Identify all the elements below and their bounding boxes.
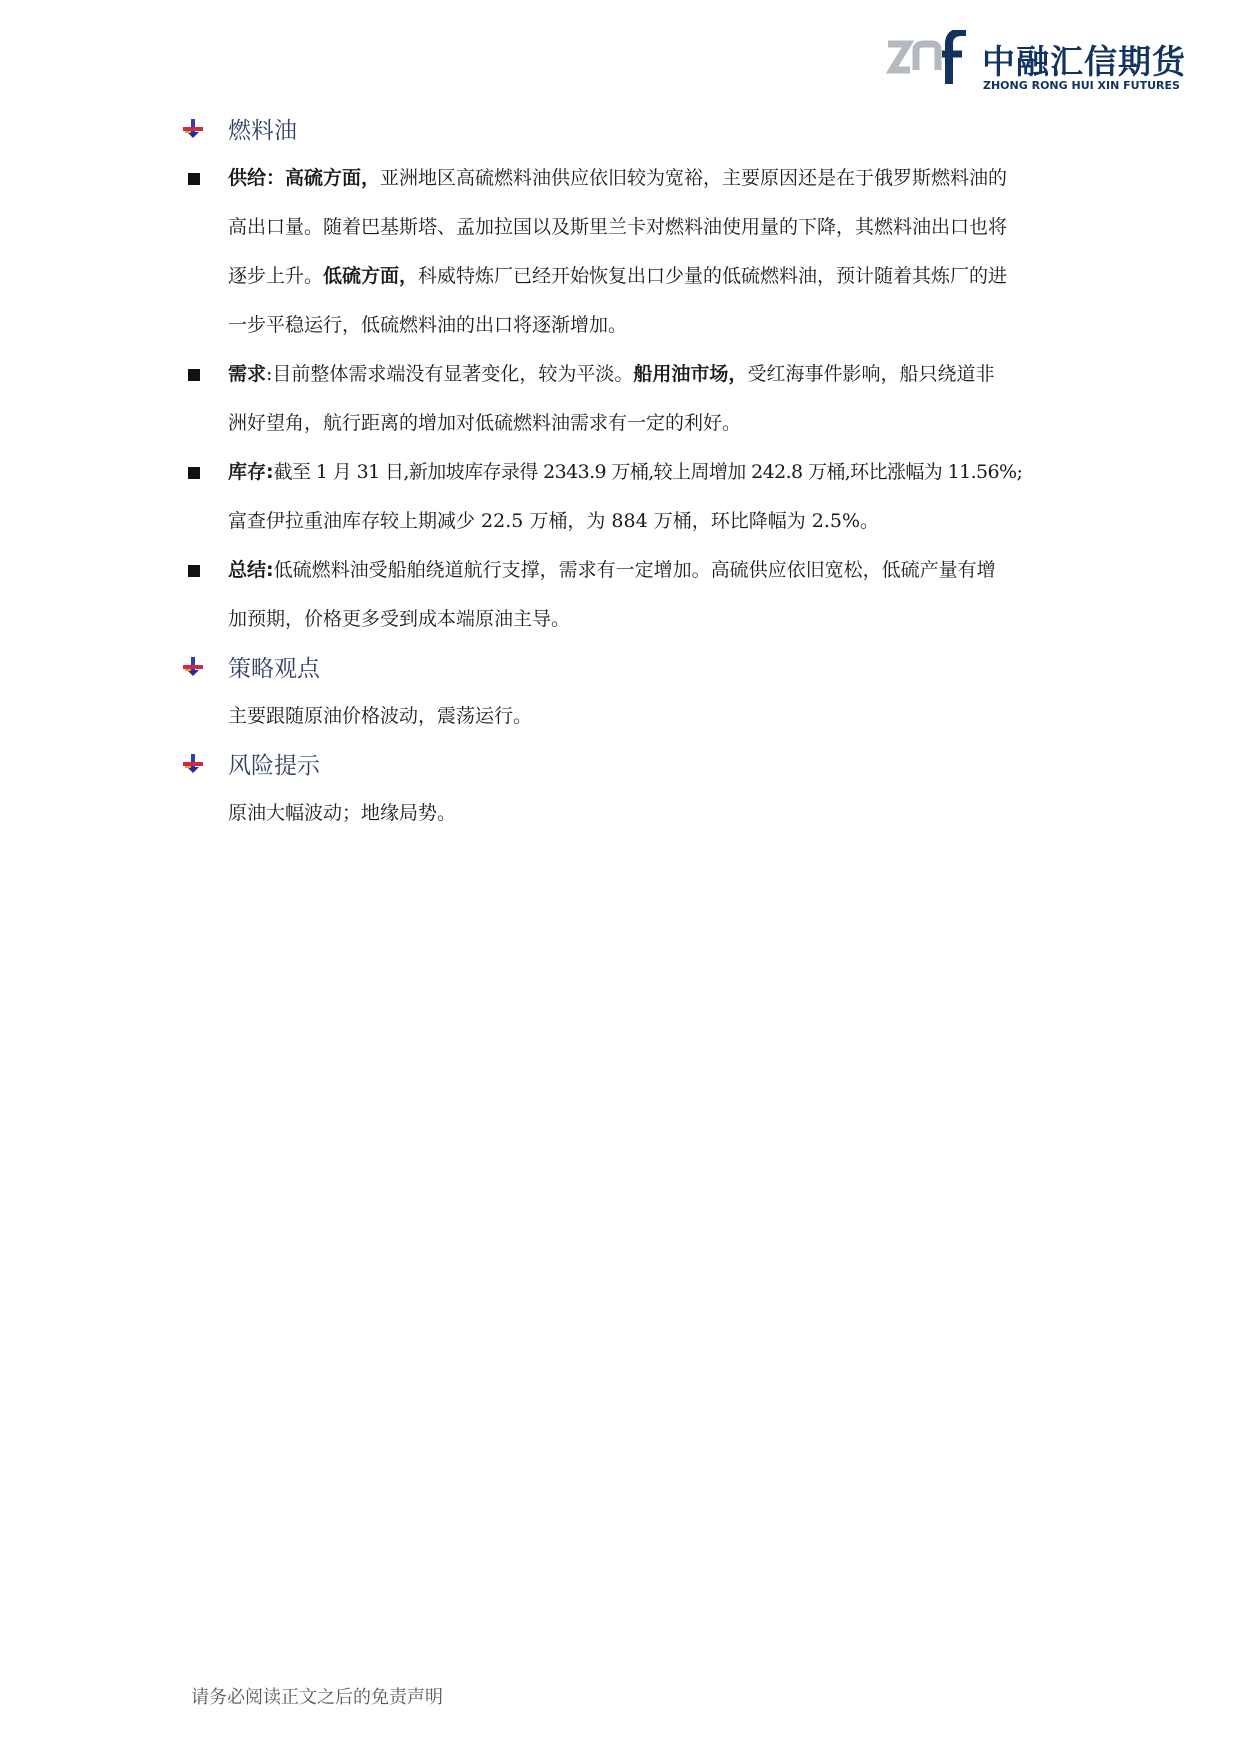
summary-line-2: 加预期，价格更多受到成本端原油主导。 [228, 608, 571, 630]
section-title: 策略观点 [228, 656, 320, 682]
summary-text: 低硫燃料油受船舶绕道航行支撑，需求有一定增加。高硫供应依旧宽松，低硫产量有增 [273, 559, 996, 581]
section-heading-risk [183, 741, 1133, 789]
supply-text: 亚洲地区高硫燃料油供应依旧较为宽裕，主要原因还是在于俄罗斯燃料油的 [380, 167, 1008, 189]
high-sulfur-label: 高硫方面， [285, 167, 381, 189]
section-title: 风险提示 [228, 753, 320, 779]
risk-paragraph [183, 789, 1133, 838]
logo-name-en: ZHONG RONG HUI XIN FUTURES [983, 79, 1180, 92]
report-body [183, 106, 1133, 838]
inventory-text: 截至 1 月 31 日,新加坡库存录得 2343.9 万桶,较上周增加 242.8 万桶,环比涨幅为 11.56%; [273, 461, 1023, 483]
summary-line-1 [228, 546, 1133, 595]
supply-line-4: 一步平稳运行，低硫燃料油的出口将逐渐增加。 [228, 314, 628, 336]
bunker-market-label: 船用油市场， [633, 363, 748, 385]
plus-arrow-icon [183, 657, 203, 677]
inventory-paragraph [183, 448, 1133, 546]
znf-logo-mark [886, 30, 976, 92]
section-heading-strategy [183, 644, 1133, 692]
company-logo [886, 30, 1186, 92]
supply-label: 供给： [228, 167, 286, 189]
disclaimer-footer: 请务必阅读正文之后的免责声明 [191, 1687, 443, 1708]
inventory-line-1 [228, 448, 1133, 497]
low-sulfur-label: 低硫方面， [323, 265, 419, 287]
section-heading-fuel-oil [183, 106, 1133, 154]
summary-paragraph [183, 546, 1133, 644]
demand-label: 需求 [228, 363, 267, 385]
supply-text: 逐步上升。 [228, 265, 324, 287]
supply-line-1 [228, 154, 1133, 203]
plus-arrow-icon [183, 754, 203, 774]
inventory-label: 库存: [228, 461, 274, 483]
strategy-paragraph [183, 692, 1133, 741]
demand-line-1 [228, 350, 1133, 399]
supply-line-3 [228, 252, 1133, 301]
square-bullet-icon [188, 369, 200, 381]
strategy-text: 主要跟随原油价格波动，震荡运行。 [228, 705, 533, 727]
logo-name-cn: 中融汇信期货 [982, 42, 1186, 81]
section-title: 燃料油 [228, 118, 297, 144]
demand-paragraph [183, 350, 1133, 448]
risk-text: 原油大幅波动；地缘局势。 [228, 802, 457, 824]
supply-paragraph [183, 154, 1133, 350]
supply-line-2: 高出口量。随着巴基斯塔、孟加拉国以及斯里兰卡对燃料油使用量的下降，其燃料油出口也将 [228, 216, 1008, 238]
inventory-line-2: 富查伊拉重油库存较上期减少 22.5 万桶，为 884 万桶，环比降幅为 2.5%。 [228, 510, 880, 532]
square-bullet-icon [188, 173, 200, 185]
demand-text: :目前整体需求端没有显著变化，较为平淡。 [266, 363, 634, 385]
demand-text: 受红海事件影响，船只绕道非 [747, 363, 995, 385]
demand-line-2: 洲好望角，航行距离的增加对低硫燃料油需求有一定的利好。 [228, 412, 742, 434]
summary-label: 总结: [228, 559, 274, 581]
plus-arrow-icon [183, 119, 203, 139]
supply-text: 科威特炼厂已经开始恢复出口少量的低硫燃料油，预计随着其炼厂的进 [418, 265, 1008, 287]
square-bullet-icon [188, 467, 200, 479]
square-bullet-icon [188, 565, 200, 577]
